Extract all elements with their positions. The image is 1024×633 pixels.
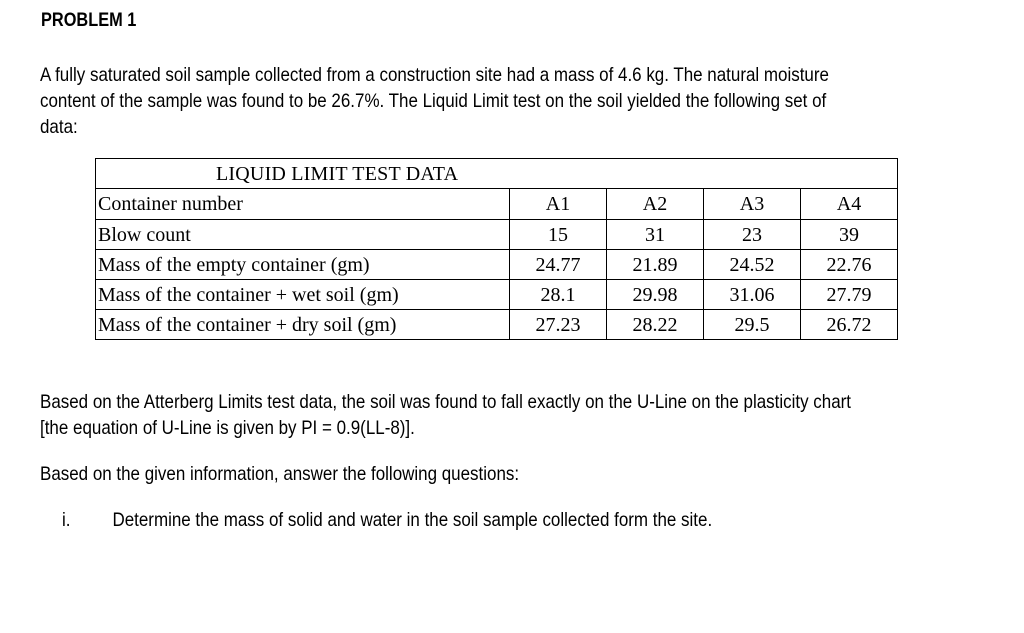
table-cell: 15 bbox=[510, 220, 607, 250]
table-cell: 27.79 bbox=[801, 280, 898, 310]
table-row bbox=[96, 189, 898, 220]
table-cell: A3 bbox=[704, 189, 801, 220]
table-cell: 31 bbox=[607, 220, 704, 250]
row-label: Mass of the empty container (gm) bbox=[96, 250, 510, 280]
paragraph-line: Based on the Atterberg Limits test data, the soil was found to fall exactly on the U-Line on the plasticity chart bbox=[40, 391, 852, 413]
table-cell: A4 bbox=[801, 189, 898, 220]
table-cell: 27.23 bbox=[510, 310, 607, 340]
table-cell: 22.76 bbox=[801, 250, 898, 280]
table-cell: 24.77 bbox=[510, 250, 607, 280]
table-cell: 28.22 bbox=[607, 310, 704, 340]
intro-line: A fully saturated soil sample collected from a construction site had a mass of 4.6 kg. The natural moisture bbox=[40, 64, 829, 86]
u-line-paragraph bbox=[40, 389, 851, 441]
instructions-paragraph: Based on the given information, answer the following questions: bbox=[40, 463, 520, 485]
liquid-limit-table bbox=[95, 158, 898, 340]
question-number: i. bbox=[62, 509, 71, 531]
intro-line: data: bbox=[40, 116, 78, 138]
table-cell: 23 bbox=[704, 220, 801, 250]
table-row bbox=[96, 250, 898, 280]
table-row bbox=[96, 220, 898, 250]
table-row bbox=[96, 280, 898, 310]
question-text: Determine the mass of solid and water in the soil sample collected form the site. bbox=[112, 509, 713, 531]
table-cell: 28.1 bbox=[510, 280, 607, 310]
row-label: Mass of the container + wet soil (gm) bbox=[96, 280, 510, 310]
intro-paragraph bbox=[40, 62, 829, 140]
table-cell: 31.06 bbox=[704, 280, 801, 310]
table-cell: A1 bbox=[510, 189, 607, 220]
table-title-row bbox=[96, 159, 898, 189]
table-cell: 29.98 bbox=[607, 280, 704, 310]
table-cell: 39 bbox=[801, 220, 898, 250]
row-label: Mass of the container + dry soil (gm) bbox=[96, 310, 510, 340]
table-cell: 21.89 bbox=[607, 250, 704, 280]
table-cell: 26.72 bbox=[801, 310, 898, 340]
paragraph-line: [the equation of U-Line is given by PI = 0.9(LL-8)]. bbox=[40, 417, 415, 439]
table-row bbox=[96, 310, 898, 340]
table-cell: 24.52 bbox=[704, 250, 801, 280]
table-title: LIQUID LIMIT TEST DATA bbox=[96, 159, 898, 189]
row-label: Container number bbox=[96, 189, 510, 220]
question-item bbox=[62, 507, 712, 533]
problem-heading: PROBLEM 1 bbox=[41, 10, 137, 31]
row-label: Blow count bbox=[96, 220, 510, 250]
table-cell: A2 bbox=[607, 189, 704, 220]
table-cell: 29.5 bbox=[704, 310, 801, 340]
intro-line: content of the sample was found to be 26.7%. The Liquid Limit test on the soil yielded the following set of bbox=[40, 90, 827, 112]
